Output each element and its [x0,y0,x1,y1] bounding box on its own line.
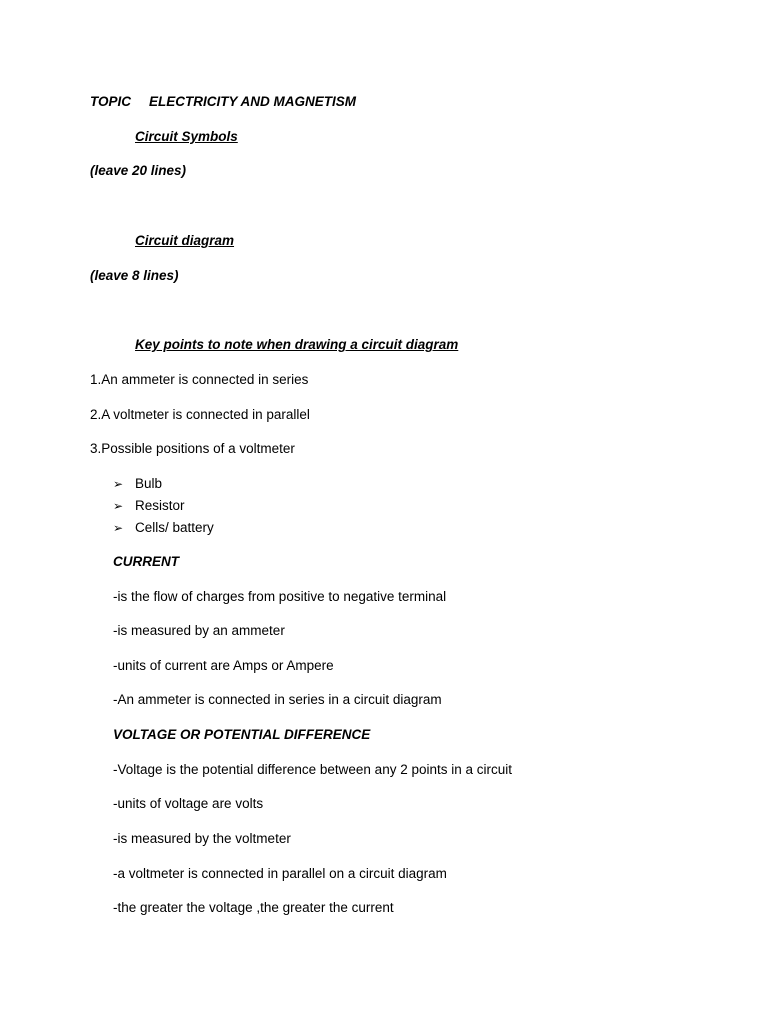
voltage-line: -the greater the voltage ,the greater the current [113,900,394,915]
voltage-line: -is measured by the voltmeter [113,831,291,846]
current-line: -An ammeter is connected in series in a circuit diagram [113,692,442,707]
bullet-item-battery: Cells/ battery [135,520,214,535]
key-point-item: 1.An ammeter is connected in series [90,372,309,387]
circuit-diagram-note: (leave 8 lines) [90,268,179,283]
key-point-item: 3.Possible positions of a voltmeter [90,441,295,456]
topic-line [90,93,356,111]
voltage-line: -Voltage is the potential difference between any 2 points in a circuit [113,762,513,777]
key-point-item: 2.A voltmeter is connected in parallel [90,407,310,422]
arrow-bullet-icon: ➢ [113,521,124,535]
current-line: -is measured by an ammeter [113,623,285,638]
current-line: -units of current are Amps or Ampere [113,658,334,673]
key-points-heading: Key points to note when drawing a circuit diagram [135,337,459,352]
topic-title: ELECTRICITY AND MAGNETISM [149,94,357,109]
voltage-heading: VOLTAGE OR POTENTIAL DIFFERENCE [113,727,371,742]
current-line: -is the flow of charges from positive to negative terminal [113,589,447,604]
arrow-bullet-icon: ➢ [113,477,124,491]
current-heading: CURRENT [113,554,179,569]
voltage-line: -a voltmeter is connected in parallel on a circuit diagram [113,866,447,881]
circuit-symbols-note: (leave 20 lines) [90,163,187,178]
voltage-line: -units of voltage are volts [113,796,264,811]
bullet-item-bulb: Bulb [135,476,163,491]
bullet-item-resistor: Resistor [135,498,185,513]
arrow-bullet-icon: ➢ [113,499,124,513]
circuit-symbols-heading: Circuit Symbols [135,129,238,144]
circuit-diagram-heading: Circuit diagram [135,233,235,248]
topic-label: TOPIC [90,94,132,109]
